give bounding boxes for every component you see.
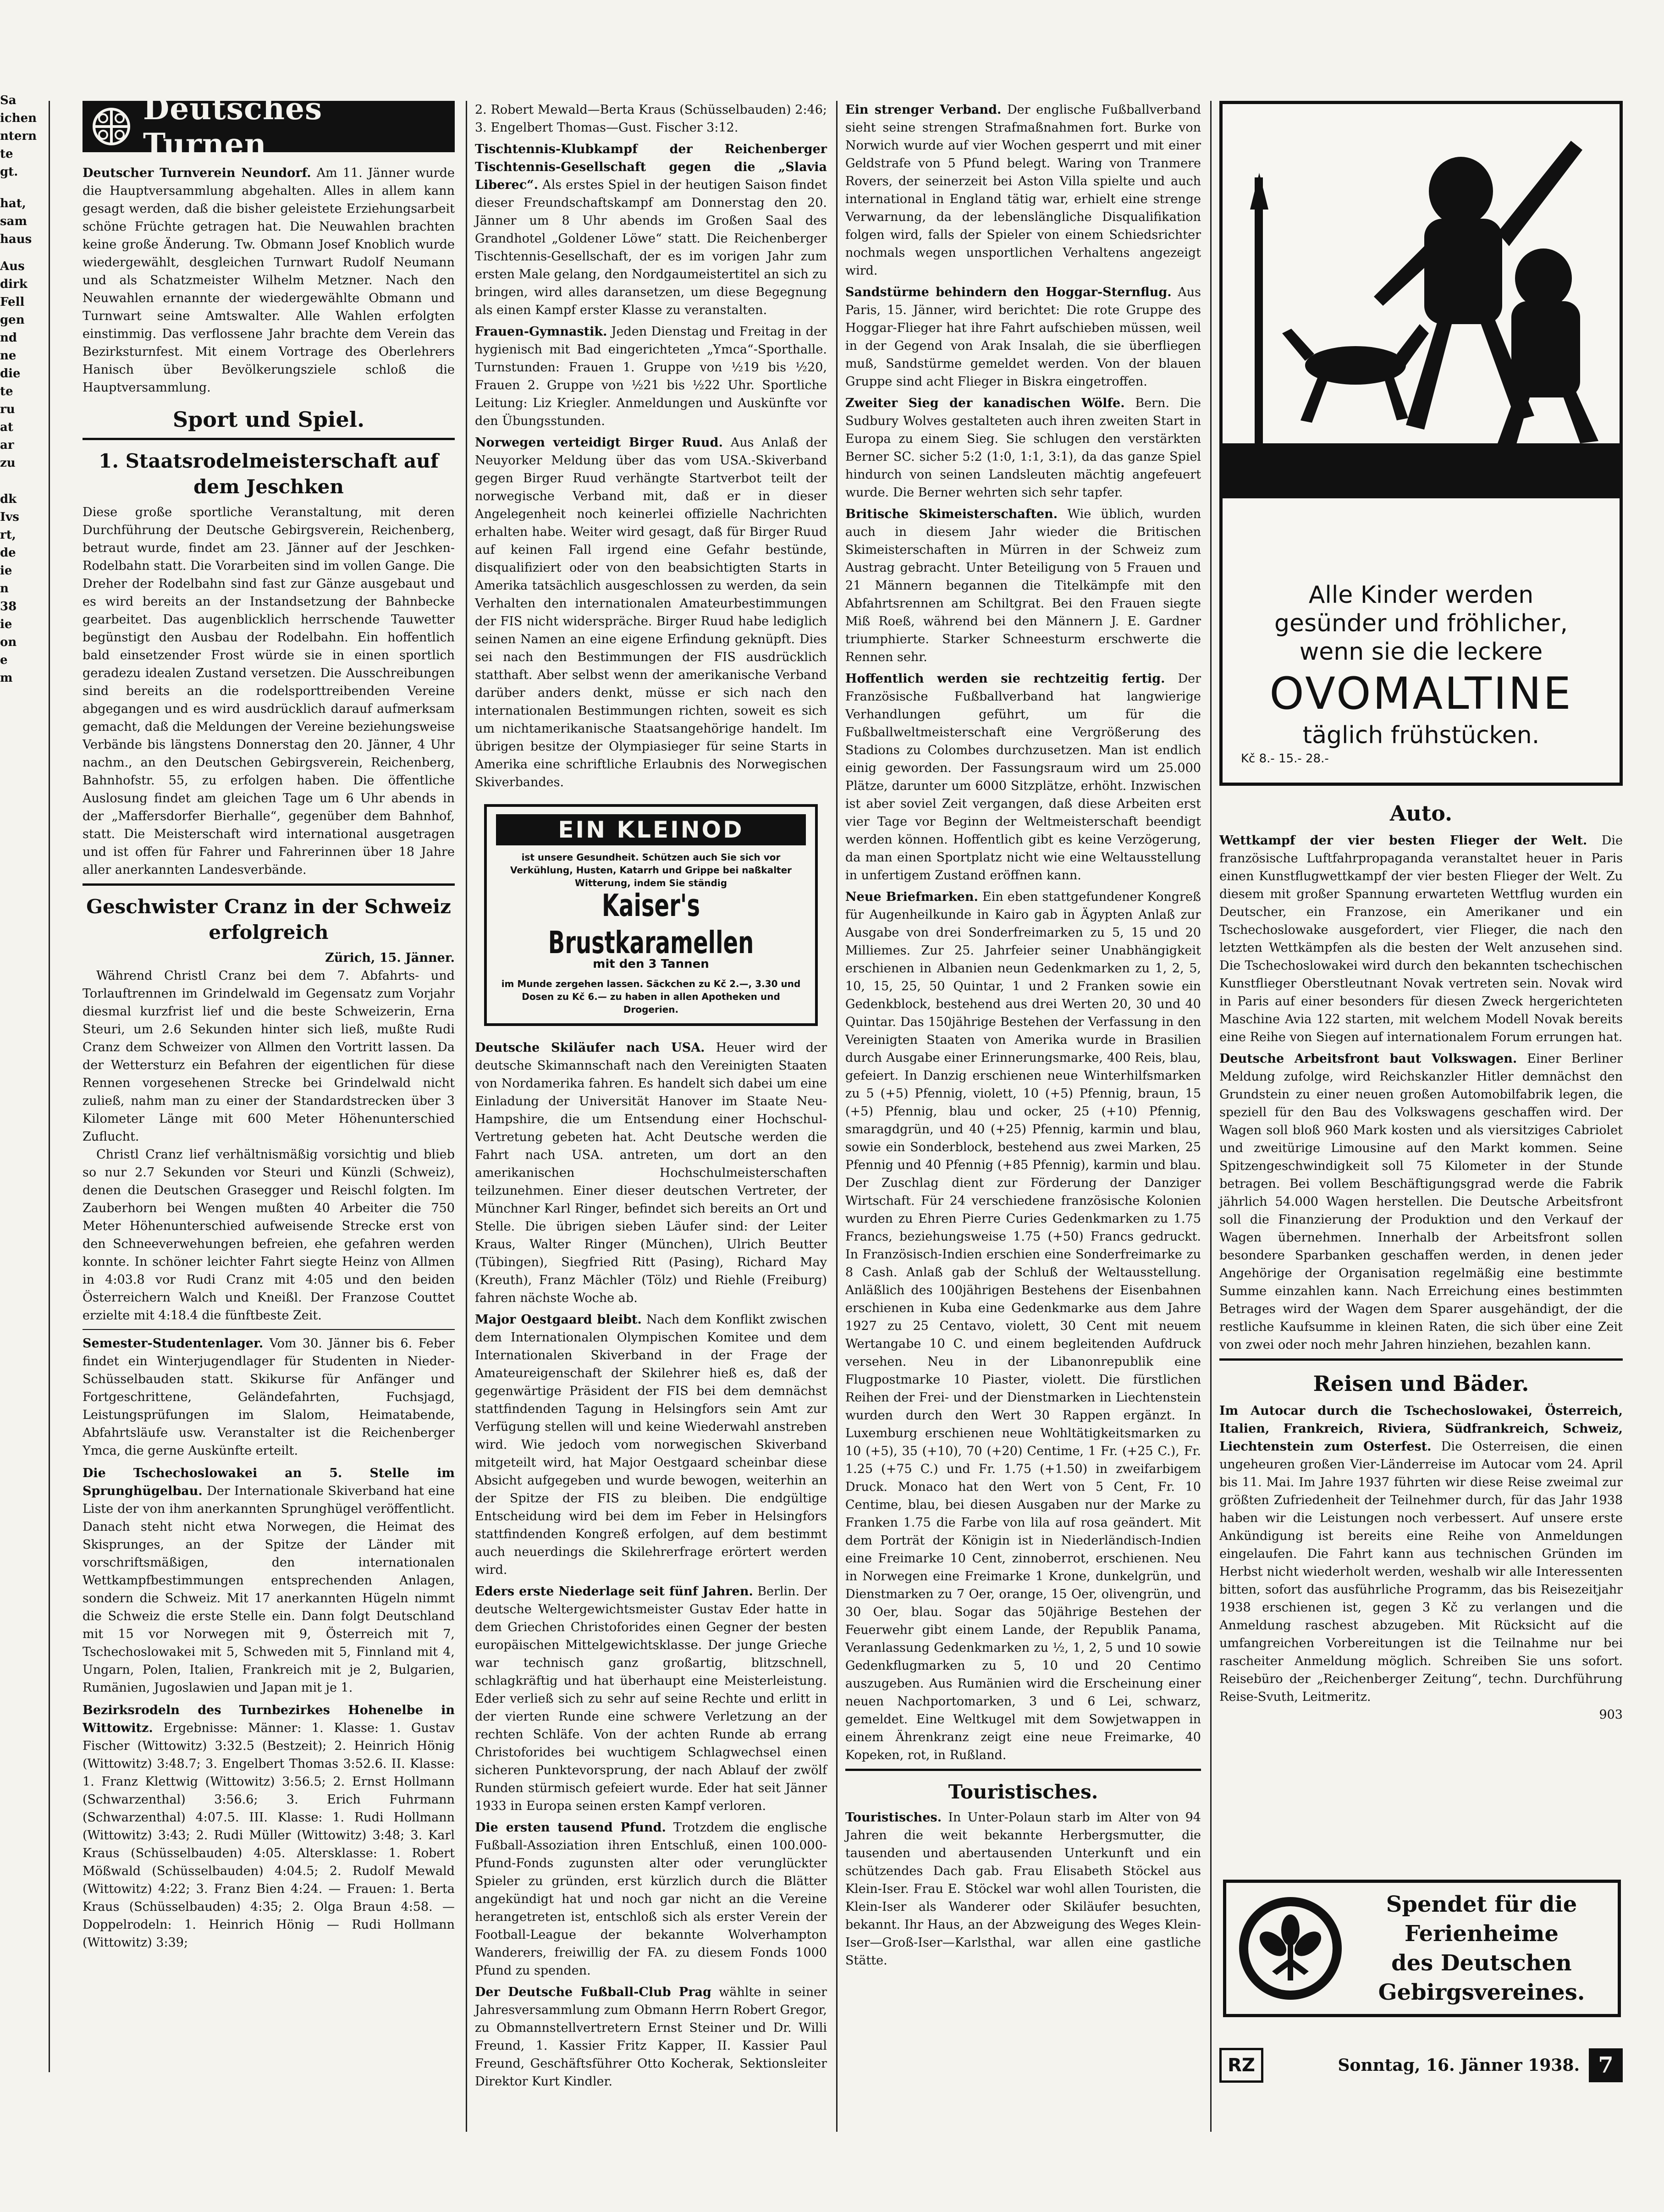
divider — [83, 883, 455, 886]
edge-fragment: haus — [0, 232, 32, 246]
article-lead: Der Deutsche Fußball-Club Prag — [475, 1985, 711, 1999]
divider — [1219, 1358, 1623, 1361]
column-rule — [1210, 101, 1212, 2132]
divider — [845, 1769, 1201, 1771]
article-lead: Tischtennis-Klubkampf der Reichenberger Tischtennis-Gesellschaft gegen die „Slavia Liberec“. — [475, 142, 827, 192]
edge-fragment: de — [0, 546, 16, 560]
article-cranz-2: Christl Cranz lief verhältnismäßig vorsichtig und blieb so nur 2.7 Sekunden vor Steuri und Künzli (Schweiz), denen die Deutschen Grasegger und Reischl folgten. Im Zauberhorn bei Wengen mußten 40 Arbeiter die 750 Meter Höhenunterschied aufweisende Strecke erst von den Schneeverwehungen befreien, ehe gefahren werden konnte. In schöner leichter Fahrt siegte Heinz von Allmen in 4:03.8 vor Rudi Cranz mit 4:05 und den beiden Österreichern Walch und Kneißl. Der Franzose Couttet erzielte mit 4:18.4 die fünftbeste Zeit. — [83, 1147, 455, 1323]
column-rule — [466, 101, 467, 2132]
article-lead: Bezirksrodeln des Turnbezirkes Hohenelbe in Wittowitz. — [83, 1703, 455, 1735]
article-body: Bern. Die Sudbury Wolves gestalteten auch ihren zweiten Start in Europa zu einem Sieg. Sie schlugen den verstärkten Berner SC. sicher 5:2 (1:0, 1:1, 3:1), da das ganze Spiel hindurch von seinen Landsleuten mächtig angefeuert wurde. Die Berner wehrten sich sehr tapfer. — [845, 396, 1201, 500]
edge-fragment: sam — [0, 215, 27, 228]
edge-fragment: m — [0, 671, 13, 685]
article-lead: Touristisches. — [845, 1810, 942, 1825]
article-body: Jeden Dienstag und Freitag in der hygienisch mit Bad eingerichteten „Ymca“-Sporthalle. Turnstunden: Frauen 1. Gruppe von ½19 bis ½20, Frauen 2. Gruppe von ½21 bis ½22 Uhr. Sportliche Leitung: Liz Kriegler. Anmeldungen und Auskünfte vor den Übungsstunden. — [475, 325, 827, 428]
edge-fragment: Ivs — [0, 510, 19, 524]
edge-fragment: e — [0, 653, 8, 667]
edge-fragment: Fell — [0, 295, 25, 309]
rz-logo-icon: RZ — [1219, 2048, 1263, 2083]
article-lead: Norwegen verteidigt Birger Ruud. — [475, 436, 723, 450]
article-lead: Im Autocar durch die Tschechoslowakei, Österreich, Italien, Frankreich, Riviera, Südfrankreich, Schweiz, Liechtenstein zum Osterfest. — [1219, 1404, 1623, 1454]
edge-fragment: rt, — [0, 528, 16, 542]
article-body: Nach dem Konflikt zwischen dem Internationalen Olympischen Komitee und dem Internationalen Skiverband in der Frage der Amateureigenschaft der Skilehrer hieß es, daß der gegenwärtige Präsident der FIS bei dem demnächst stattfindenden Tagung in Helsingfors sein Amt zur Verfügung stellen will und keine Wiederwahl anstreben wird. Wie jedoch vom norwegischen Skiverband mitgeteilt wird, hat Major Oestgaard scheinbar diese Absicht aufgegeben und wurde bewogen, weiterhin an der Spitze der FIS zu bleiben. Die endgültige Entscheidung wird bei dem im Feber in Helsingfors stattfindenden Kongreß erfolgen, auf dem bestimmt auch neuerdings die Skilehrerfrage erörtert werden wird. — [475, 1313, 827, 1577]
article-norwegen — [475, 434, 827, 791]
ad-line: Ferienheime — [1405, 1921, 1559, 1947]
edge-fragment: ne — [0, 349, 17, 363]
edge-fragment: ie — [0, 564, 12, 578]
article-body: Aus Anlaß der Neuyorker Meldung über das vom USA.-Skiverband gegen Birger Ruud verhängte Startverbot teilt der norwegische Verband mit, daß er in dieser Angelegenheit noch keinerlei offizielle Nachrichten erhalten habe. Weiter wird gesagt, daß für Birger Ruud auf keinen Fall irgend eine Gefahr bestünde, disqualifiziert oder von den beabsichtigten Starts in Amerika tatsächlich ausgeschlossen zu werden, da sein Verhalten den internationalen Amateurbestimmungen der FIS nicht widerspräche. Birger Ruud habe lediglich seinen Namen an eine eigene Erfindung geknüpft. Dies sei nach den Bestimmungen der FIS ausdrücklich statthaft. Aber selbst wenn der amerikanische Verband darüber anders denkt, müsse er sich nach den internationalen Bestimmungen richten, soweit es sich um nichtamerikanische Staatsangehörige handelt. Im übrigen besitze der Olympiasieger für seine Starts in Amerika eine schriftliche Erlaubnis des Norwegischen Skiverbandes. — [475, 436, 827, 789]
article-body: Berlin. Der deutsche Weltergewichtsmeister Gustav Eder hatte in dem Griechen Christoforides einen Gegner der besten europäischen Mittelgewichtsklasse. Der junge Grieche war technisch ganz großartig, blitzschnell, schlagkräftig und hat überhaupt eine Meisterleistung. Eder verließ sich zu sehr auf seine Rechte und erlitt in der vierten Runde eine schwere Verletzung an der rechten Schläfe. Von der achten Runde ab errang Christoforides bei wuchtigem Schlagwechsel einen sicheren Punktevorsprung, der nach Ablauf der zwölf Runden stürmisch gefeiert wurde. Eder hat seit Jänner 1933 in Europa seinen ersten Kampf verloren. — [475, 1584, 827, 1813]
article-flieger — [1219, 832, 1623, 1046]
article-lead: Die ersten tausend Pfund. — [475, 1820, 666, 1835]
edge-fragment: ar — [0, 438, 14, 452]
column-3 — [845, 101, 1201, 2127]
article-body: Vom 30. Jänner bis 6. Feber findet ein Winterjugendlager für Studenten in Nieder-Schüsselbauden statt. Skikurse für Anfänger und Fortgeschrittene, Geländefahrten, Fuchsjagd, Leistungsprüfungen im Slalom, Heimatabende, Abfahrtsläufe usw. Veranstalter ist die Reichenberger Ymca, die gerne Auskünfte erteilt. — [83, 1336, 455, 1458]
edge-fragment: ichen — [0, 111, 37, 125]
ad-outro: im Munde zergehen lassen. Säckchen zu Kč 2.—, 3.30 und Dosen zu Kč 6.— zu haben in allen Apotheken und Drogerien. — [501, 978, 801, 1015]
article-colombes — [845, 670, 1201, 884]
edge-fragment: die — [0, 367, 21, 381]
article-reisen — [1219, 1402, 1623, 1706]
article-body: Ergebnisse: Männer: 1. Klasse: 1. Gustav Fischer (Wittowitz) 3:32.5 (Bestzeit); 2. Heinrich Hönig (Wittowitz) 3:48.7; 3. Engelbert Thomas 3:52.6. II. Klasse: 1. Franz Klettwig (Wittowitz) 3:56.5; 2. Ernst Hollmann (Schwarzenthal) 3:56.6; 3. Erich Fuhrmann (Schwarzenthal) 4:07.5. III. Klasse: 1. Rudi Hollmann (Wittowitz) 3:43; 2. Rudi Müller (Wittowitz) 3:48; 3. Karl Kraus (Schüsselbauden) 4:05. Altersklasse: 1. Robert Mößwald (Schüsselbauden) 4:04.5; 2. Rudolf Mewald (Wittowitz) 4:22; 3. Franz Bien 4:24. — Frauen: 1. Berta Kraus (Schüsselbauden) 4:35; 2. Olga Braun 4:58. — Doppelrodeln: 1. Heinrich Hönig — Rudi Hollmann (Wittowitz) 3:39; — [83, 1721, 455, 1950]
divider — [83, 438, 455, 440]
article-oestgaard — [475, 1311, 827, 1579]
ad-code: 903 — [1599, 1708, 1623, 1722]
article-briefmarken — [845, 888, 1201, 1764]
ovomaltine-text — [1223, 581, 1620, 768]
edge-fragment: nd — [0, 331, 17, 345]
article-tausend-pfund — [475, 1819, 827, 1980]
article-lead: Eders erste Niederlage seit fünf Jahren. — [475, 1584, 753, 1599]
article-turnverein — [83, 164, 455, 397]
column-1 — [83, 91, 455, 2068]
article-lead: Deutsche Arbeitsfront baut Volkswagen. — [1219, 1052, 1517, 1066]
ad-line: täglich frühstücken. — [1302, 722, 1540, 749]
article-dfc-prag — [475, 1983, 827, 2091]
column-rule — [49, 101, 50, 2072]
article-lead: Frauen-Gymnastik. — [475, 325, 607, 339]
ad-price-code: Kč 8.- 15.- 28.- — [1241, 752, 1329, 766]
advertisement-spendet — [1223, 1880, 1621, 2017]
article-strenger-verband — [845, 101, 1201, 280]
section-heading-reisen: Reisen und Bäder. — [1313, 1371, 1529, 1396]
ad-line: Gebirgsvereines. — [1378, 1980, 1585, 2005]
article-tischtennis — [475, 140, 827, 319]
article-wolves — [845, 394, 1201, 502]
article-body: Der Französische Fußballverband hat langwierige Verhandlungen geführt, um für die Fußballweltmeisterschaft eine Vergrößerung des Stadions zu Colombes durchzusetzen. Man ist endlich einig geworden. Der Fassungsraum wird um 25.000 Plätze, darunter um 6000 Sitzplätze, erhöht. Inzwischen ist aber soviel Zeit vergangen, daß diese Arbeiten erst vier Tage vor Beginn der Weltmeisterschaft beendigt werden können. Hoffentlich gibt es keine Verzögerung, da man einen Sportplatz nicht wie eine Weltausstellung in unfertigem Zustand eröffnen kann. — [845, 672, 1201, 883]
edge-fragment: ntern — [0, 129, 37, 143]
article-bezirksrodeln — [83, 1701, 455, 1952]
article-sprunghuegel — [83, 1464, 455, 1697]
page-number: 7 — [1589, 2048, 1623, 2082]
edge-fragment: ie — [0, 618, 12, 631]
headline-rodelmeisterschaft: 1. Staatsrodelmeisterschaft auf dem Jeschken — [99, 450, 439, 498]
article-rodel: Diese große sportliche Veranstaltung, mit deren Durchführung der Deutsche Gebirgsverein, Reichenberg, betraut wurde, findet am 23. Jänner auf der Jeschken-Rodelbahn statt. Die Vorarbeiten sind im vollen Gange. Die Dreher der Rodelbahn sind fast zur Gänze ausgebaut und es wird bereits an der Instandsetzung der Bahnbecke gearbeitet. Das augenblicklich herrschende Tauwetter begünstigt den Ausbau der Rodelbahn. Ein hoffentlich bald einsetzender Frost würde sie in einen sportlich geradezu idealen Zustand versetzen. Die Ausschreibungen sind bereits an die rodelsporttreibenden Vereine abgegangen und es wird ausdrücklich darauf aufmerksam gemacht, daß die Meldungen der Vereine beziehungsweise Verbände bis längstens Donnerstag den 20. Jänner, 4 Uhr nachm., an den Deutschen Gebirgsverein, Reichenberg, Bahnhofstr. 55, zu erfolgen haben. Die öffentliche Auslosung findet am gleichen Tage um 6 Uhr abends in der „Maffersdorfer Bierhalle“, gegenüber dem Bahnhof, statt. Die Meisterschaft wird international ausgetragen und ist offen für Fahrer und Fahrerinnen über 18 Jahre aller anerkannten Landesverbände. — [83, 505, 455, 877]
edge-fragment: ru — [0, 403, 15, 416]
article-lead: Ein strenger Verband. — [845, 103, 1002, 117]
article-body: wählte in seiner Jahresversammlung zum Obmann Herrn Robert Gregor, zu Obmannstellvertretern Ernst Steiner und Dr. Willi Freund, 1. Kassier Fritz Kapper, II. Kassier Paul Freund, Geschäftsführer Otto Kocherak, Sektionsleiter Direktor Kurt Kindler. — [475, 1985, 827, 2089]
article-sandstuerme — [845, 283, 1201, 391]
article-volkswagen — [1219, 1050, 1623, 1354]
edge-fragment: Sa — [0, 94, 17, 107]
article-body: Der englische Fußballverband sieht seine strengen Strafmaßnahmen fort. Burke von Norwich wurde auf vier Wochen gesperrt und mit einer Geldstrafe von 5 Pfund belegt. Waring von Tranmere Rovers, der seinerzeit bei Aston Villa spielte und auch international in England tätig war, erhielt eine strenge Verwarnung, da der lebenslängliche Disqualifikation folgen wird, falls der Spieler von einem Schiedsrichter nochmals wegen unsportlichen Verhaltens angezeigt wird. — [845, 103, 1201, 278]
article-cranz-1: Während Christl Cranz bei dem 7. Abfahrts- und Torlauftrennen im Grindelwald im Gegensatz zum Vorjahr diesmal kurzfrist lief und die beste Schweizerin, Erna Steuri, um 2.6 Sekunden hinter sich ließ, mußte Rudi Cranz dem Schweizer von Allmen den Vortritt lassen. Da der Wettersturz ein Befahren der eigentlichen für diese Rennen vorgesehenen Strecke bei Grindelwald nicht zuließ, nahm man zu einer der Standardstrecken über 3 Kilometer Länge mit 600 Meter Höhenunterschied Zuflucht. — [83, 969, 455, 1144]
edge-fragment: Aus — [0, 259, 25, 273]
footer-bar — [1219, 2045, 1623, 2086]
article-lead: Deutsche Skiläufer nach USA. — [475, 1041, 705, 1055]
edge-fragment: hat, — [0, 197, 26, 210]
article-body: Die Osterreisen, die einen ungeheuren großen Vier-Länderreise im Autocar vom 24. April bis 11. Mai. Im Jahre 1937 führten wir diese Reise zweimal zur größten Zufriedenheit der Teilnehmer durch, für das Jahr 1938 haben wir die Leistungen noch verbessert. Auf unsere erste Ankündigung ist bereits eine Reihe von Anmeldungen eingelaufen. Die Fahrt kann aus technischen Gründen im Herbst nicht wiederholt werden, weshalb wir alle Interessenten bitten, sofort das ausführliche Programm, das bis Reisezeitjahr 1938 erschienen ist, gegen 3 Kč zu verlangen und die Anmeldung raschest abzugeben. Mit Rücksicht auf die umfangreichen Vorbereitungen ist die Teilnahme nur bei rascheiter Anmeldung möglich. Schreiben Sie uns sofort. Reisebüro der „Reichenberger Zeitung“, techn. Durchführung Reise-Svuth, Leitmeritz. — [1219, 1440, 1623, 1704]
article-body: Heuer wird der deutsche Skimannschaft nach den Vereinigten Staaten von Nordamerika fahren. Es handelt sich dabei um eine Einladung der Universität Hanover im Staate Neu-Hampshire, die um Entsendung einer Hochschul-Vertretung gebeten hat. Acht Deutsche werden die Fahrt nach USA. antreten, um dort an den amerikanischen Hochschulmeisterschaften teilzunehmen. Einer dieser deutschen Vertreter, der Münchner Karl Ringer, befindet sich bereits an Ort und Stelle. Die übrigen sieben Läufer sind: der Leiter Kraus, Walter Ringer (München), Ulrich Beutter (Tübingen), Siegfried Ritt (Pasing), Richard May (Kreuth), Franz Mächler (Tölz) und Riehle (Freiburg) fahren nächste Woche ab. — [475, 1041, 827, 1305]
article-lead: Die Tschechoslowakei an 5. Stelle im Sprunghügelbau. — [83, 1466, 455, 1498]
edge-fragment: dirk — [0, 277, 28, 291]
article-lead: Major Oestgaard bleibt. — [475, 1313, 642, 1327]
ad-line: gesünder und fröhlicher, — [1274, 610, 1568, 637]
ad-line: Alle Kinder werden — [1308, 581, 1534, 609]
article-lead: Sandstürme behindern den Hoggar-Sternflug. — [845, 285, 1172, 299]
edge-fragment: te — [0, 147, 13, 161]
section-heading-sport: Sport und Spiel. — [172, 407, 365, 432]
edge-fragment: te — [0, 385, 13, 398]
ad-subproduct: mit den 3 Tannen — [593, 957, 709, 971]
article-lead: Neue Briefmarken. — [845, 890, 978, 904]
article-body: Ein eben stattgefundener Kongreß für Augenheilkunde in Kairo gab in Ägypten Anlaß zur Ausgabe von drei Sonderfreimarken zu 5, 15 und 20 Milliemes. Zur 25. Jahrfeier seiner Unabhängigkeit erschienen in Albanien neun Gedenkmarken zu 1, 2, 5, 10, 15, 25, 50 Quintar, 1 und 2 Franken sowie ein Gedenkblock, bestehend aus drei Werten 20, 30 und 40 Quintar. Das 150jährige Bestehen der Verfassung in den Vereinigten Staaten von Amerika wurde in Brasilien durch Ausgabe einer Erinnerungsmarke, 400 Reis, blau, gefeiert. In Danzig erschienen neue Winterhilfsmarken zu 5 (+5) Pfennig, violett, 10 (+5) Pfennig, braun, 15 (+5) Pfennig, blau und ocker, 25 (+10) Pfennig, smaragdgrün, und 40 (+25) Pfennig, karmin und blau, sowie ein Sonderblock, bestehend aus zwei Marken, 25 Pfennig und 40 Pfennig (+85 Pfennig), karmin und blau. Der Zuschlag dient zur Förderung der Danziger Wirtschaft. Für 24 verschiedene französische Kolonien wurden zu Ehren Pierre Curies Gedenkmarken zu 1.75 Francs, beziehungsweise 1.75 (+50) Francs gedruckt. In Französisch-Indien erschien eine Sonderfreimarke zu 8 Cash. Anlaß gab der Schluß der Weltausstellung. Anläßlich des 100jährigen Bestehens der Eisenbahnen erschienen in Kuba eine Gedenkmarke aus dem Jahre 1927 zu 25 Centavo, violett, 30 Cent mit neuem Wertangabe 10 C. und einem begleitenden Aufdruck versehen. Neu in der Libanonrepublik eine Flugpostmarke 10 Piaster, violett. Die fürstlichen Reihen der Frei- und der Dienstmarken in Liechtenstein wurden durch den Wert 30 Rappen ergänzt. In Luxemburg erschienen neue Wohltätigkeitsmarken zu 10 (+5), 35 (+10), 70 (+20) Centime, 1 Fr. (+25 C.), Fr. 1.25 (+75 C.) und Fr. 1.75 (+1.50) in zweifarbigem Druck. Monaco hat den Wert von 5 Cent, Fr. 10 Centime, blau, bei diesen Ausgaben nur der Marke zu Franken 1.75 die Farbe von lila auf rosa geändert. Mit dem Porträt der Königin ist in Niederländisch-Indien eine Freimarke 10 Cent, zinnoberrot, erschienen. Neu in Norwegen eine Freimarke 1 Krone, dunkelgrün, und Dienstmarken zu 7 Oer, orange, 15 Oer, olivengrün, und 30 Oer, blau. Sogar das 50jährige Bestehen der Feuerwehr gibt einem Lande, der Republik Panama, Veranlassung Gedenkmarken zu ½, 1, 2, 5 und 10 sowie Gedenkflugmarken zu 5, 10 und 20 Centimo auszugeben. Aus Rumänien wird die Erscheinung einer neuen Nachportomarken, 3 und 6 Lei, schwarz, gemeldet. Eine Weltkugel mit dem Sowjetwappen in einem Ährenkranz zeigt eine neue Freimarke, 40 Kopeken, rot, in Rußland. — [845, 890, 1201, 1762]
article-frauengymnastik — [475, 323, 827, 430]
article-skilaeufer-usa — [475, 1039, 827, 1307]
article-britische-ski — [845, 505, 1201, 666]
left-edge-fragments — [0, 92, 37, 917]
spendet-text — [1345, 1890, 1618, 2007]
article-body: Am 11. Jänner wurde die Hauptversammlung abgehalten. Alles in allem kann gesagt werden, daß die bisher geleistete Erziehungsarbeit schöne Früchte getragen hat. Die Neuwahlen brachten keine große Änderung. Tw. Obmann Josef Knoblich wurde wiedergewählt, desgleichen Turnwart Rudolf Neumann und als Schatzmeister Wilhelm Metzner. Nach den Neuwahlen ernannte der wiedergewählte Obmann und Turnwart seine Amtswalter. Alle Wahlen erfolgten einstimmig. Das verflossene Jahr brachte dem Verein das Bezirksturnfest. Mit einem Vortrage des Oberlehrers Hanisch über Bevölkerungsziele schloß die Hauptversammlung. — [83, 166, 455, 395]
article-body: Wie üblich, wurden auch in diesem Jahr wieder die Britischen Skimeisterschaften in Mürren in der Schweiz zum Austrag gebracht. Unter Beteiligung von 5 Frauen und 21 Männern begannen die Titelkämpfe mit den Abfahrtsrennen am Schiltgrat. Bei den Frauen siegte Miß Roeß, während bei den Männern J. E. Gardner triumphierte. Starker Schneesturm erschwerte die Rennen sehr. — [845, 507, 1201, 664]
masthead-deutsches-turnen — [83, 91, 455, 162]
dateline: Zürich, 15. Jänner. — [325, 951, 455, 965]
ad-intro: ist unsere Gesundheit. Schützen auch Sie sich vor Verkühlung, Husten, Katarrh und Grippe bei naßkalter Witterung, indem Sie ständig — [510, 852, 792, 888]
article-lead: Semester-Studentenlager. — [83, 1336, 264, 1351]
advertisement-kaisers — [484, 804, 818, 1026]
article-lead: Deutscher Turnverein Neundorf. — [83, 166, 311, 180]
footer-date: Sonntag, 16. Jänner 1938. — [1338, 2056, 1580, 2075]
article-body: In Unter-Polaun starb im Alter von 94 Jahren die weit bekannte Herbergsmutter, die tausenden und abertausenden Unterkunft und ein schützendes Dach gab. Frau Elisabeth Stöckel aus Klein-Iser. Frau E. Stöckel war wohl allen Touristen, die Klein-Iser als Wanderer oder Skiläufer besuchten, bekannt. Ihr Haus, an der Abzweigung des Weges Klein-Iser—Groß-Iser—Karlsthal, war allen eine gastliche Stätte. — [845, 1810, 1201, 1968]
article-body: Die französische Luftfahrpropaganda veranstaltet heuer in Paris einen Kunstflugwettkampf der vier besten Flieger der Welt. Zu diesem mit großer Spannung erwarteten Wettflug wurden ein Deutscher, ein Franzose, ein Amerikaner und ein Tschechoslowake ausgefordert, vier Flieger, die nach den letzten Wettkämpfen als die besten der Welt anzusehen sind. Die Tschechoslowakei wird durch den bekannten tschechischen Kunstflieger Oberstleutnant Novak vertreten sein. Novak wird in Paris auf einer besonders für diesen Zweck hergerichteten Maschine Avia 122 starten, mit welchem Modell Novak bereits eine Reihe von Siegen auf internationalem Forum errungen hat. — [1219, 833, 1623, 1044]
turner-cross-icon — [92, 107, 131, 146]
section-heading-auto: Auto. — [1389, 801, 1453, 826]
edge-fragment: gen — [0, 313, 25, 327]
column-4 — [1219, 101, 1623, 2072]
edge-fragment: on — [0, 635, 17, 649]
advertisement-ovomaltine — [1219, 101, 1623, 786]
article-body: Trotzdem die englische Fußball-Assoziation ihren Entschluß, einen 100.000-Pfund-Fonds zugunsten alter oder verunglückter Spieler zu gründen, erst kürzlich durch die Blätter angekündigt hat und noch gar nicht an die Vereine herangetreten ist, entschloß sich als erster Verein der Football-League der bekannte Wolverhampton Wanderers, freiwillig der FA. zu diesem Fonds 1000 Pfund zu spenden. — [475, 1820, 827, 1978]
ad-line: wenn sie die leckere — [1299, 638, 1543, 666]
gebirgsverein-emblem-icon — [1235, 1893, 1345, 2003]
article-studentenlager — [83, 1335, 455, 1460]
divider — [83, 1329, 455, 1330]
article-body: Aus Paris, 15. Jänner, wird berichtet: Die rote Gruppe des Hoggar-Flieger hat ihre Fahrt aufschieben müssen, weil in der Gegend von Arak Insalah, die sie überfliegen muß, Sandstürme gemeldet werden. Von der blauen Gruppe sind acht Flieger in Biskra eingetroffen. — [845, 285, 1201, 389]
children-silhouette-illustration — [1223, 104, 1620, 498]
column-rule — [836, 101, 838, 2132]
ad-line: Spendet für die — [1386, 1892, 1577, 1917]
article-touristisches — [845, 1809, 1201, 1969]
headline-cranz: Geschwister Cranz in der Schweiz erfolgreich — [86, 895, 451, 943]
article-eder — [475, 1583, 827, 1815]
article-continuation: 2. Robert Mewald—Berta Kraus (Schüsselbauden) 2:46; 3. Engelbert Thomas—Gust. Fischer 3:12. — [475, 103, 827, 135]
article-body: Einer Berliner Meldung zufolge, wird Reichskanzler Hitler demnächst den Grundstein zu einer neuen großen Automobilfabrik legen, die speziell für den Bau des Volkswagens geschaffen wird. Der Wagen soll bloß 960 Mark kosten und als viersitziges Cabriolet und zweitürige Limousine auf den Markt kommen. Seine Spitzengeschwindigkeit soll 75 Kilometer in der Stunde betragen. Bei vollem Beschäftigungsgrad werde die Fabrik jährlich 54.000 Wagen herstellen. Die Deutsche Arbeitsfront soll die Finanzierung der Produktion und den Verkauf der Wagen übernehmen. Innerhalb der Arbeitsfront sollen besondere Sparbanken geschaffen werden, in denen jeder Angehörige der Organisation regelmäßig eine bestimmte Summe einzahlen kann. Nach Erreichung eines bestimmten Betrages wird der Wagen dem Sparer ausgehändigt, der die restliche Kaufsumme in kleinen Raten, die sich über eine Zeit von zwei oder noch mehr Jahren hinziehen, bezahlen kann. — [1219, 1052, 1623, 1352]
article-lead: Wettkampf der vier besten Flieger der Welt. — [1219, 833, 1587, 848]
ad-product: Kaiser's Brustkaramellen — [548, 888, 754, 961]
article-body: Der Internationale Skiverband hat eine Liste der von ihm anerkannten Sprunghügel veröffentlicht. Danach steht nicht etwa Norwegen, die Heimat des Skisprunges, an der Spitze der Länder mit vorschriftsmäßigen, den internationalen Wettkampfbestimmungen entsprechenden Anlagen, sondern die Schweiz. Mit 17 anerkannten Hügeln nimmt die Schweiz die erste Stelle ein. Dann folgt Deutschland mit 15 vor Norwegen mit 9, Österreich mit 7, Tschechoslowakei mit 5, Schweden mit 5, Finnland mit 4, Ungarn, Polen, Italien, Frankreich mit je 2, Bulgarien, Rumänien, Jugoslawien und Japan mit je 1. — [83, 1484, 455, 1695]
section-heading-touristisches: Touristisches. — [948, 1781, 1098, 1803]
edge-fragment: dk — [0, 492, 17, 506]
article-body: Als erstes Spiel in der heutigen Saison findet dieser Freundschaftskampf am Donnerstag den 20. Jänner um 8 Uhr abends im Großen Saal des Grandhotel „Goldener Löwe“ statt. Die Reichenberger Tischtennis-Gesellschaft, der es im vorigen Jahr zum ersten Male gelang, den Nordgaumeistertitel an sich zu bringen, wird alles daransetzen, um diese Begegnung als einen Kampf erster Klasse zu veranstalten. — [475, 178, 827, 317]
edge-fragment: 38 — [0, 600, 17, 613]
edge-fragment: gt. — [0, 165, 18, 179]
edge-fragment: at — [0, 420, 13, 434]
article-lead: Britische Skimeisterschaften. — [845, 507, 1058, 521]
article-lead: Hoffentlich werden sie rechtzeitig fertig. — [845, 672, 1165, 686]
ad-line: des Deutschen — [1391, 1950, 1572, 1976]
masthead-title: Deutsches Turnen — [143, 91, 323, 162]
edge-fragment: n — [0, 582, 9, 596]
ad-brand: OVOMALTINE — [1269, 668, 1573, 719]
ad-title: EIN KLEINOD — [496, 814, 806, 845]
column-2 — [475, 101, 827, 2127]
edge-fragment: zu — [0, 456, 16, 470]
article-lead: Zweiter Sieg der kanadischen Wölfe. — [845, 396, 1125, 410]
